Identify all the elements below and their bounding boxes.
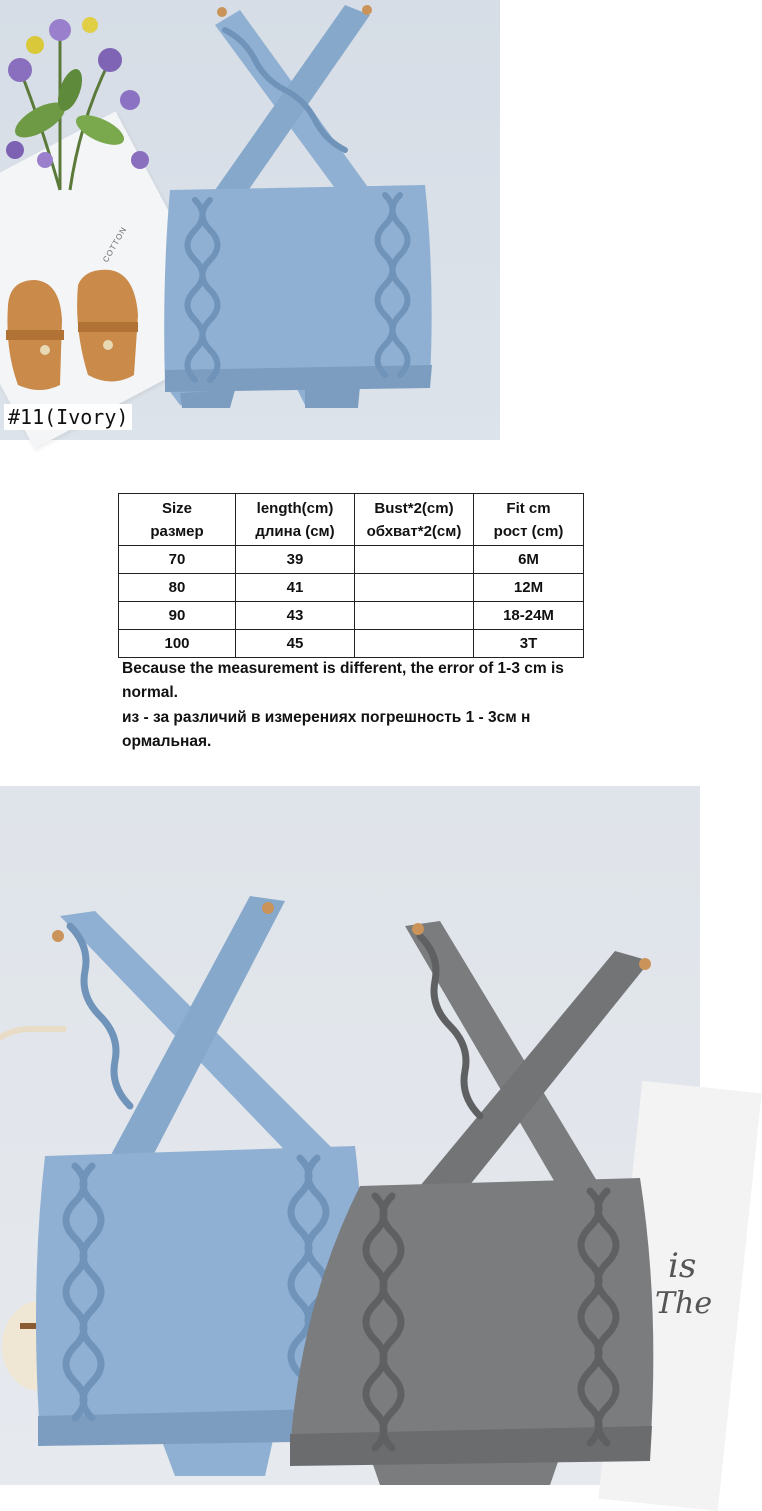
cell-length: 43 [236,602,355,630]
book-text-line-1: is [668,1246,697,1286]
header-bust-ru: обхват*2(см) [366,522,462,540]
flower-bouquet [6,17,149,190]
header-fit-ru: рост (cm) [493,522,564,540]
header-fit-en: Fit cm [506,499,551,517]
cell-fit: 6M [474,546,584,574]
cell-fit: 3T [474,630,584,658]
header-size [119,494,236,546]
cell-bust [355,574,474,602]
cell-size: 100 [119,630,236,658]
header-fit [474,494,584,546]
table-row [119,602,584,630]
baby-shoes [6,270,138,390]
book-text-line-2: The [655,1286,713,1321]
header-length-en: length(cm) [256,499,334,517]
blue-romper-top [164,5,432,408]
cell-length: 45 [236,630,355,658]
size-chart-table [118,493,584,658]
table-header-row [119,494,584,546]
cell-length: 39 [236,546,355,574]
cell-size: 70 [119,546,236,574]
cell-bust [355,602,474,630]
cell-bust [355,546,474,574]
cell-fit: 12M [474,574,584,602]
cell-size: 80 [119,574,236,602]
product-photo-bottom [0,786,713,1485]
cell-bust [355,630,474,658]
table-row [119,546,584,574]
variant-label: #11(Ivory) [4,404,132,430]
product-illustration-bottom [0,786,700,1485]
measurement-note-en: Because the measurement is different, the error of 1-3 cm is normal. [122,660,564,701]
header-size-ru: размер [150,522,204,540]
card-text: COTTON [101,225,129,264]
header-size-en: Size [161,499,192,517]
product-illustration-top [0,0,500,440]
cell-fit: 18-24M [474,602,584,630]
header-length-ru: длина (см) [255,522,335,540]
cell-size: 90 [119,602,236,630]
header-length [236,494,355,546]
table-row [119,630,584,658]
header-bust [355,494,474,546]
product-photo-top [0,0,500,440]
cell-length: 41 [236,574,355,602]
table-row [119,574,584,602]
header-bust-en: Bust*2(cm) [374,499,454,517]
measurement-note-ru: из - за различий в измерениях погрешность 1 - 3см н ормальная. [122,709,531,750]
